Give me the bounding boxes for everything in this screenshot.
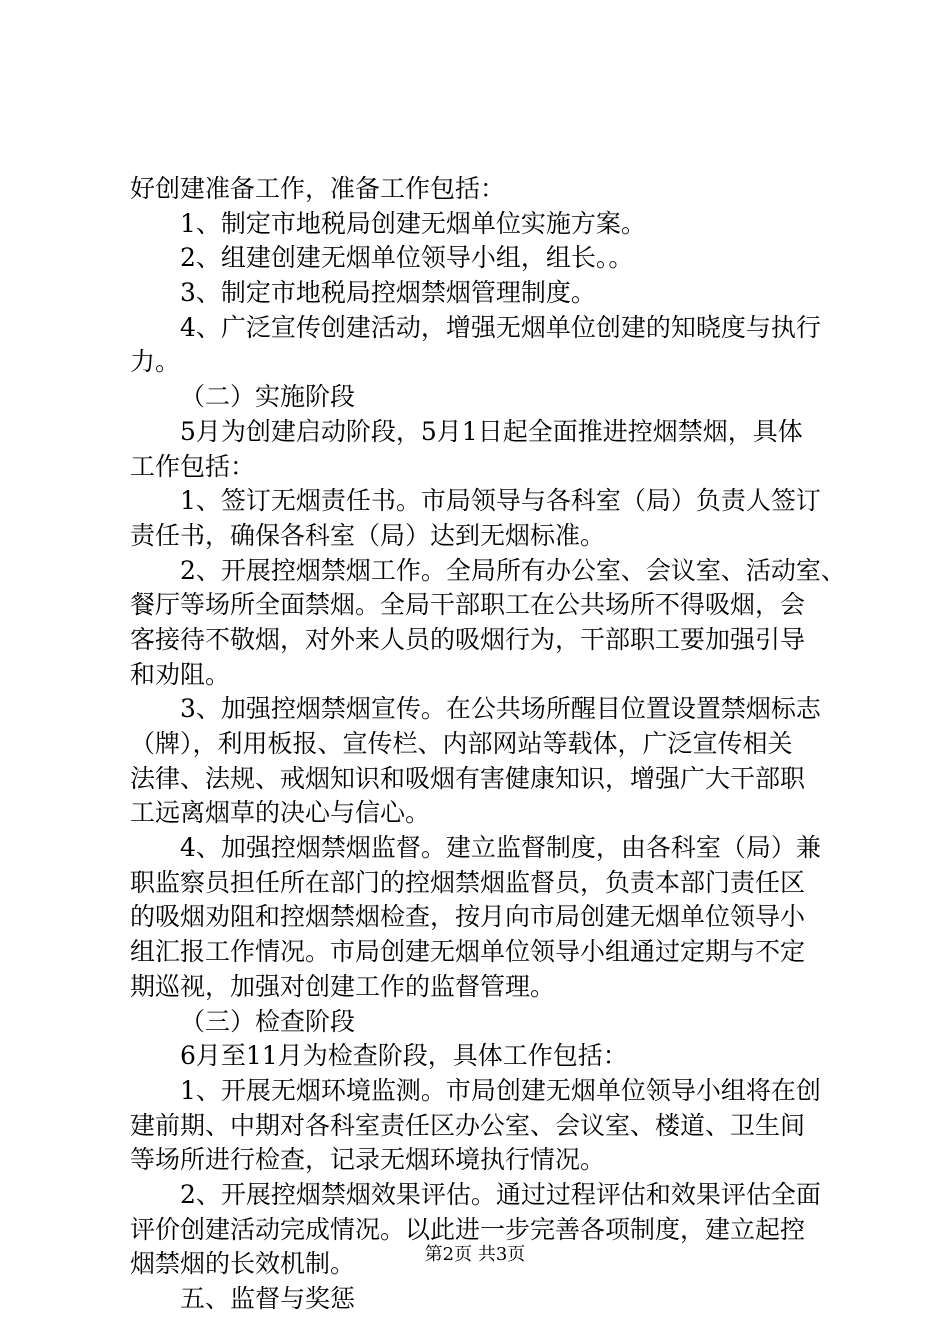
document-body [130, 172, 846, 1317]
document-line: 建前期、中期对各科室责任区办公室、会议室、楼道、卫生间 [130, 1110, 806, 1140]
document-line: 6月至11月为检查阶段，具体工作包括： [180, 1041, 628, 1071]
document-line: 1、制定市地税局创建无烟单位实施方案。 [180, 208, 646, 238]
document-line: 2、开展控烟禁烟工作。全局所有办公室、会议室、活动室、 [180, 555, 846, 585]
document-line: 5月为创建启动阶段，5月1日起全面推进控烟禁烟，具体 [180, 416, 803, 446]
document-line: 2、组建创建无烟单位领导小组，组长。。 [180, 243, 634, 273]
document-line: 组汇报工作情况。市局创建无烟单位领导小组通过定期与不定 [130, 937, 806, 967]
document-line: 4、广泛宣传创建活动，增强无烟单位创建的知晓度与执行 [180, 312, 821, 342]
document-line: 1、签订无烟责任书。市局领导与各科室（局）负责人签订 [180, 486, 821, 516]
document-line: 3、加强控烟禁烟宣传。在公共场所醒目位置设置禁烟标志 [180, 694, 821, 724]
document-line: 和劝阻。 [130, 659, 231, 689]
document-line: （二）实施阶段 [180, 382, 356, 412]
document-line: 好创建准备工作，准备工作包括： [130, 174, 506, 203]
document-line: 职监察员担任所在部门的控烟禁烟监督员，负责本部门责任区 [130, 867, 806, 897]
document-line: 的吸烟劝阻和控烟禁烟检查，按月向市局创建无烟单位领导小 [130, 902, 806, 932]
document-line: 餐厅等场所全面禁烟。全局干部职工在公共场所不得吸烟，会 [130, 590, 806, 620]
page-footer: 第2页 共3页 [424, 1244, 526, 1265]
document-line: 2、开展控烟禁烟效果评估。通过过程评估和效果评估全面 [180, 1179, 821, 1209]
document-line: 1、开展无烟环境监测。市局创建无烟单位领导小组将在创 [180, 1075, 821, 1105]
document-line: （牌），利用板报、宣传栏、内部网站等载体，广泛宣传相关 [130, 729, 793, 758]
document-line: 工远离烟草的决心与信心。 [130, 798, 431, 828]
document-line: 3、制定市地税局控烟禁烟管理制度。 [180, 278, 596, 308]
document-line: 工作包括： [130, 451, 256, 481]
document-line: 期巡视，加强对创建工作的监督管理。 [130, 971, 556, 1001]
document-line: 等场所进行检查，记录无烟环境执行情况。 [130, 1145, 606, 1175]
document-line: 评价创建活动完成情况。以此进一步完善各项制度，建立起控 [130, 1214, 806, 1244]
document-line: 4、加强控烟禁烟监督。建立监督制度，由各科室（局）兼 [180, 833, 821, 863]
document-line: 责任书，确保各科室（局）达到无烟标准。 [130, 520, 606, 550]
document-line: 五、监督与奖惩 [180, 1284, 356, 1313]
document-line: 法律、法规、戒烟知识和吸烟有害健康知识，增强广大干部职 [130, 763, 806, 793]
document-line: 客接待不敬烟，对外来人员的吸烟行为，干部职工要加强引导 [130, 624, 806, 654]
document-line: 力。 [130, 347, 181, 377]
document-line: 烟禁烟的长效机制。 [130, 1249, 356, 1279]
document-line: （三）检查阶段 [180, 1006, 356, 1036]
